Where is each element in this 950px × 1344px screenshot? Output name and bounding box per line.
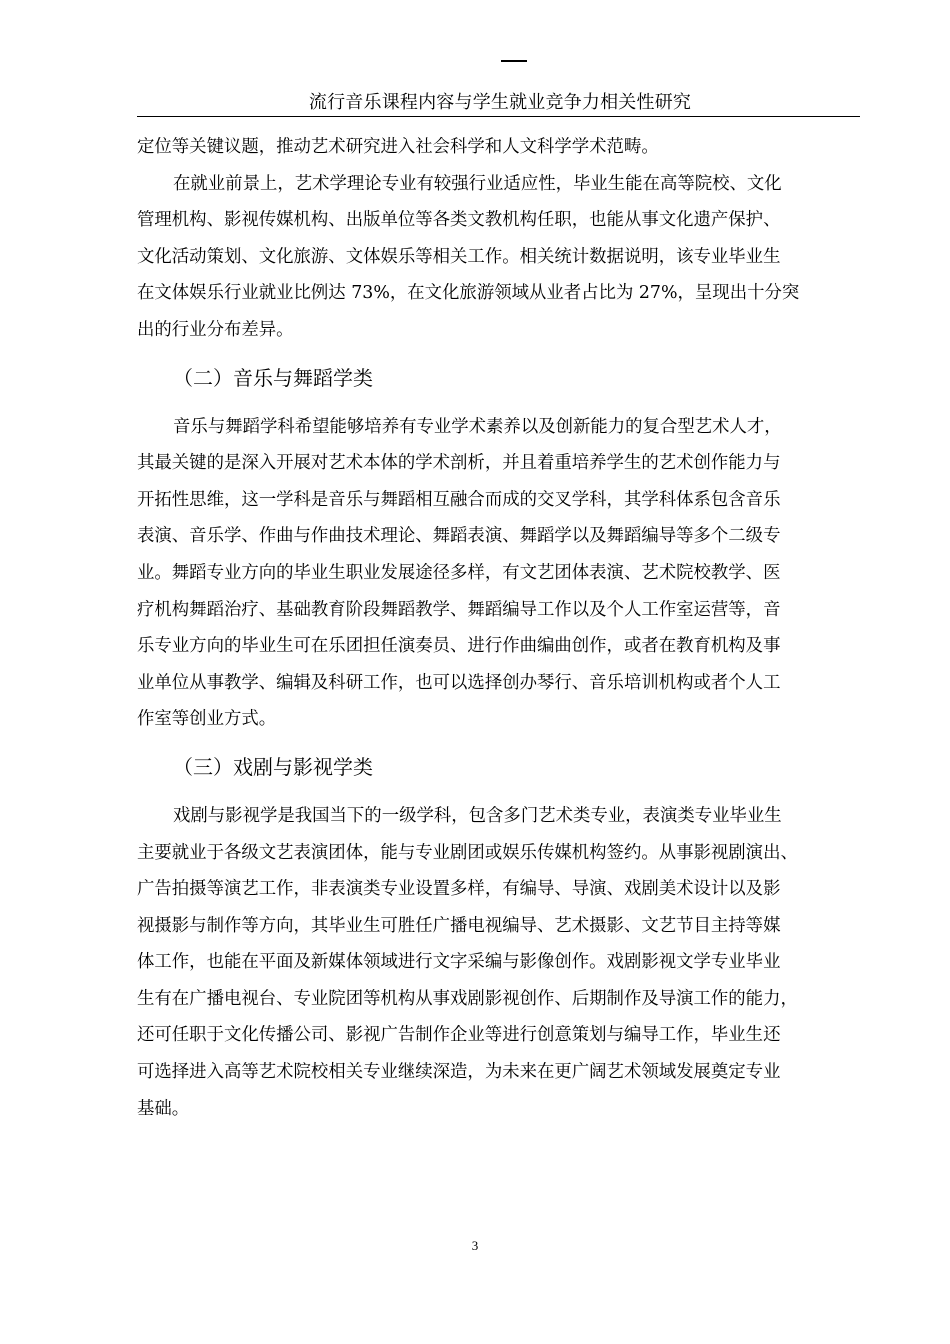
paragraph-line: 疗机构舞蹈治疗、基础教育阶段舞蹈教学、舞蹈编导工作以及个人工作室运营等，音 — [137, 599, 781, 620]
paragraph-line: 出的行业分布差异。 — [137, 319, 294, 340]
paragraph-line: 生有在广播电视台、专业院团等机构从事戏剧影视创作、后期制作及导演工作的能力， — [137, 988, 798, 1009]
paragraph-line: 其最关键的是深入开展对艺术本体的学术剖析，并且着重培养学生的艺术创作能力与 — [137, 453, 781, 474]
paragraph-line: 乐专业方向的毕业生可在乐团担任演奏员、进行作曲编曲创作，或者在教育机构及事 — [137, 636, 781, 657]
paragraph — [137, 166, 860, 349]
paragraph-line: 戏剧与影视学是我国当下的一级学科，包含多门艺术类专业，表演类专业毕业生 — [173, 805, 782, 826]
paragraph-line: 还可任职于文化传播公司、影视广告制作企业等进行创意策划与编导工作，毕业生还 — [137, 1025, 781, 1046]
paragraph-line: 在就业前景上，艺术学理论专业有较强行业适应性，毕业生能在高等院校、文化 — [173, 173, 782, 194]
header-rule — [137, 116, 860, 117]
running-header-title: 流行音乐课程内容与学生就业竞争力相关性研究 — [308, 92, 692, 113]
paragraph — [137, 798, 860, 1127]
paragraph-line: 业。舞蹈专业方向的毕业生职业发展途径多样，有文艺团体表演、艺术院校教学、医 — [137, 562, 781, 583]
paragraph-line: 作室等创业方式。 — [137, 709, 277, 730]
section-heading: （三）戏剧与影视学类 — [173, 754, 373, 779]
page-number: 3 — [471, 1238, 479, 1253]
paragraph-line: 体工作，也能在平面及新媒体领域进行文字采编与影像创作。戏剧影视文学专业毕业 — [137, 952, 781, 973]
document-body — [137, 129, 860, 1127]
header-dash-mark — [501, 60, 527, 62]
paragraph-line: 音乐与舞蹈学科希望能够培养有专业学术素养以及创新能力的复合型艺术人才， — [173, 416, 782, 437]
paragraph-line: 主要就业于各级文艺表演团体，能与专业剧团或娱乐传媒机构签约。从事影视剧演出、 — [137, 842, 798, 863]
paragraph-line: 视摄影与制作等方向，其毕业生可胜任广播电视编导、艺术摄影、文艺节目主持等媒 — [137, 915, 781, 936]
paragraph-line: 广告拍摄等演艺工作，非表演类专业设置多样，有编导、导演、戏剧美术设计以及影 — [137, 879, 781, 900]
paragraph-line: 管理机构、影视传媒机构、出版单位等各类文教机构任职，也能从事文化遗产保护、 — [137, 210, 781, 231]
paragraph-line: 表演、音乐学、作曲与作曲技术理论、舞蹈表演、舞蹈学以及舞蹈编导等多个二级专 — [137, 526, 781, 547]
paragraph-line: 基础。 — [137, 1098, 190, 1119]
section-heading: （二）音乐与舞蹈学类 — [173, 365, 373, 390]
paragraph-line: 业单位从事教学、编辑及科研工作，也可以选择创办琴行、音乐培训机构或者个人工 — [137, 672, 781, 693]
paragraph-line: 文化活动策划、文化旅游、文体娱乐等相关工作。相关统计数据说明，该专业毕业生 — [137, 246, 781, 267]
paragraph-line: 定位等关键议题，推动艺术研究进入社会科学和人文科学学术范畴。 — [137, 137, 659, 157]
paragraph-line: 开拓性思维，这一学科是音乐与舞蹈相互融合而成的交叉学科，其学科体系包含音乐 — [137, 489, 781, 510]
paragraph — [137, 409, 860, 738]
paragraph-line: 可选择进入高等艺术院校相关专业继续深造，为未来在更广阔艺术领域发展奠定专业 — [137, 1062, 781, 1083]
paragraph-line: 在文体娱乐行业就业比例达 73%，在文化旅游领域从业者占比为 27%，呈现出十分突 — [137, 283, 800, 304]
paragraph — [137, 129, 860, 166]
